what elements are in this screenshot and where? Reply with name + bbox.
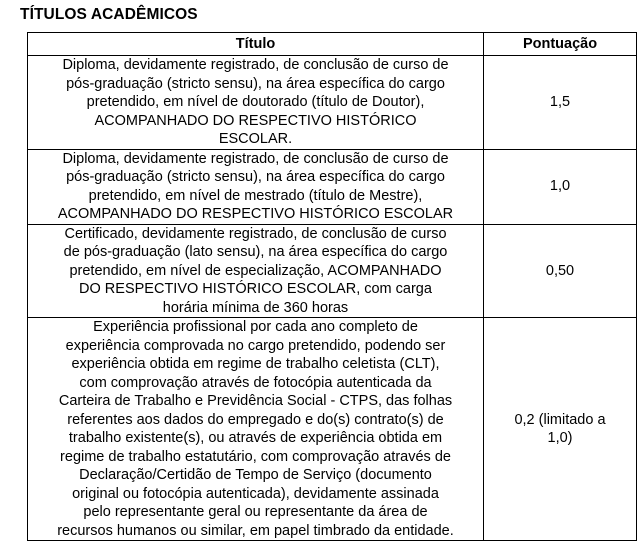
title-cell: [28, 224, 484, 318]
score-line: 0,2 (limitado a: [514, 411, 606, 428]
score-cell: [484, 318, 637, 541]
title-line: Certificado, devidamente registrado, de conclusão de curso: [64, 225, 447, 242]
table-row: [28, 224, 637, 318]
title-line: Diploma, devidamente registrado, de conclusão de curso de: [62, 150, 449, 167]
title-line: horária mínima de 360 horas: [162, 299, 349, 316]
title-line: pretendido, em nível de especialização, ACOMPANHADO: [69, 262, 442, 279]
column-header-title: Título: [28, 33, 484, 56]
title-line: recursos humanos ou similar, em papel timbrado da entidade.: [57, 522, 454, 539]
title-line: Declaração/Certidão de Tempo de Serviço (documento: [79, 467, 432, 483]
title-line: referentes aos dados do empregado e do(s) contrato(s) de: [67, 411, 444, 428]
table-header-row: [28, 33, 637, 56]
score-line: 0,50: [545, 262, 575, 279]
table-row: [28, 149, 637, 224]
title-line: experiência obtida em regime de trabalho celetista (CLT),: [71, 356, 440, 372]
title-line: trabalho existente(s), ou através de experiência obtida em: [68, 430, 443, 446]
score-line: 1,0): [547, 430, 573, 446]
title-line: DO RESPECTIVO HISTÓRICO ESCOLAR, com carga: [79, 281, 432, 297]
title-line: com comprovação através de fotocópia autenticada da: [79, 374, 432, 391]
score-cell: [484, 56, 637, 150]
title-line: Carteira de Trabalho e Previdência Social - CTPS, das folhas: [58, 393, 453, 409]
title-line: pelo representante geral ou representante da área de: [83, 504, 428, 520]
table-row: [28, 56, 637, 150]
section-heading: TÍTULOS ACADÊMICOS: [20, 6, 198, 23]
title-line: de pós-graduação (lato sensu), na área específica do cargo: [63, 244, 448, 260]
scoring-table: [27, 32, 637, 541]
title-line: ACOMPANHADO DO RESPECTIVO HISTÓRICO: [94, 112, 417, 129]
score-cell: [484, 224, 637, 318]
title-cell: [28, 318, 484, 541]
table-row: [28, 318, 637, 541]
title-line: pós-graduação (stricto sensu), na área específica do cargo: [66, 169, 445, 185]
score-cell: [484, 149, 637, 224]
title-line: experiência comprovada no cargo pretendido, podendo ser: [65, 337, 446, 354]
title-line: pretendido, em nível de mestrado (título de Mestre),: [88, 187, 423, 204]
title-cell: [28, 149, 484, 224]
title-line: pretendido, em nível de doutorado (título de Doutor),: [86, 94, 425, 110]
score-line: 1,0: [549, 178, 571, 195]
title-line: regime de trabalho estatutário, com comprovação através de: [60, 448, 451, 465]
title-line: ACOMPANHADO DO RESPECTIVO HISTÓRICO ESCOLAR: [57, 206, 454, 222]
title-cell: [28, 56, 484, 150]
title-line: original ou fotocópia autenticada), devidamente assinada: [72, 485, 439, 502]
score-line: 1,5: [549, 94, 571, 110]
title-line: pós-graduação (stricto sensu), na área específica do cargo: [66, 75, 445, 92]
title-line: Diploma, devidamente registrado, de conclusão de curso de: [62, 57, 449, 73]
column-header-score: Pontuação: [484, 33, 637, 56]
title-line: ESCOLAR.: [218, 131, 293, 147]
title-line: Experiência profissional por cada ano completo de: [93, 319, 418, 335]
